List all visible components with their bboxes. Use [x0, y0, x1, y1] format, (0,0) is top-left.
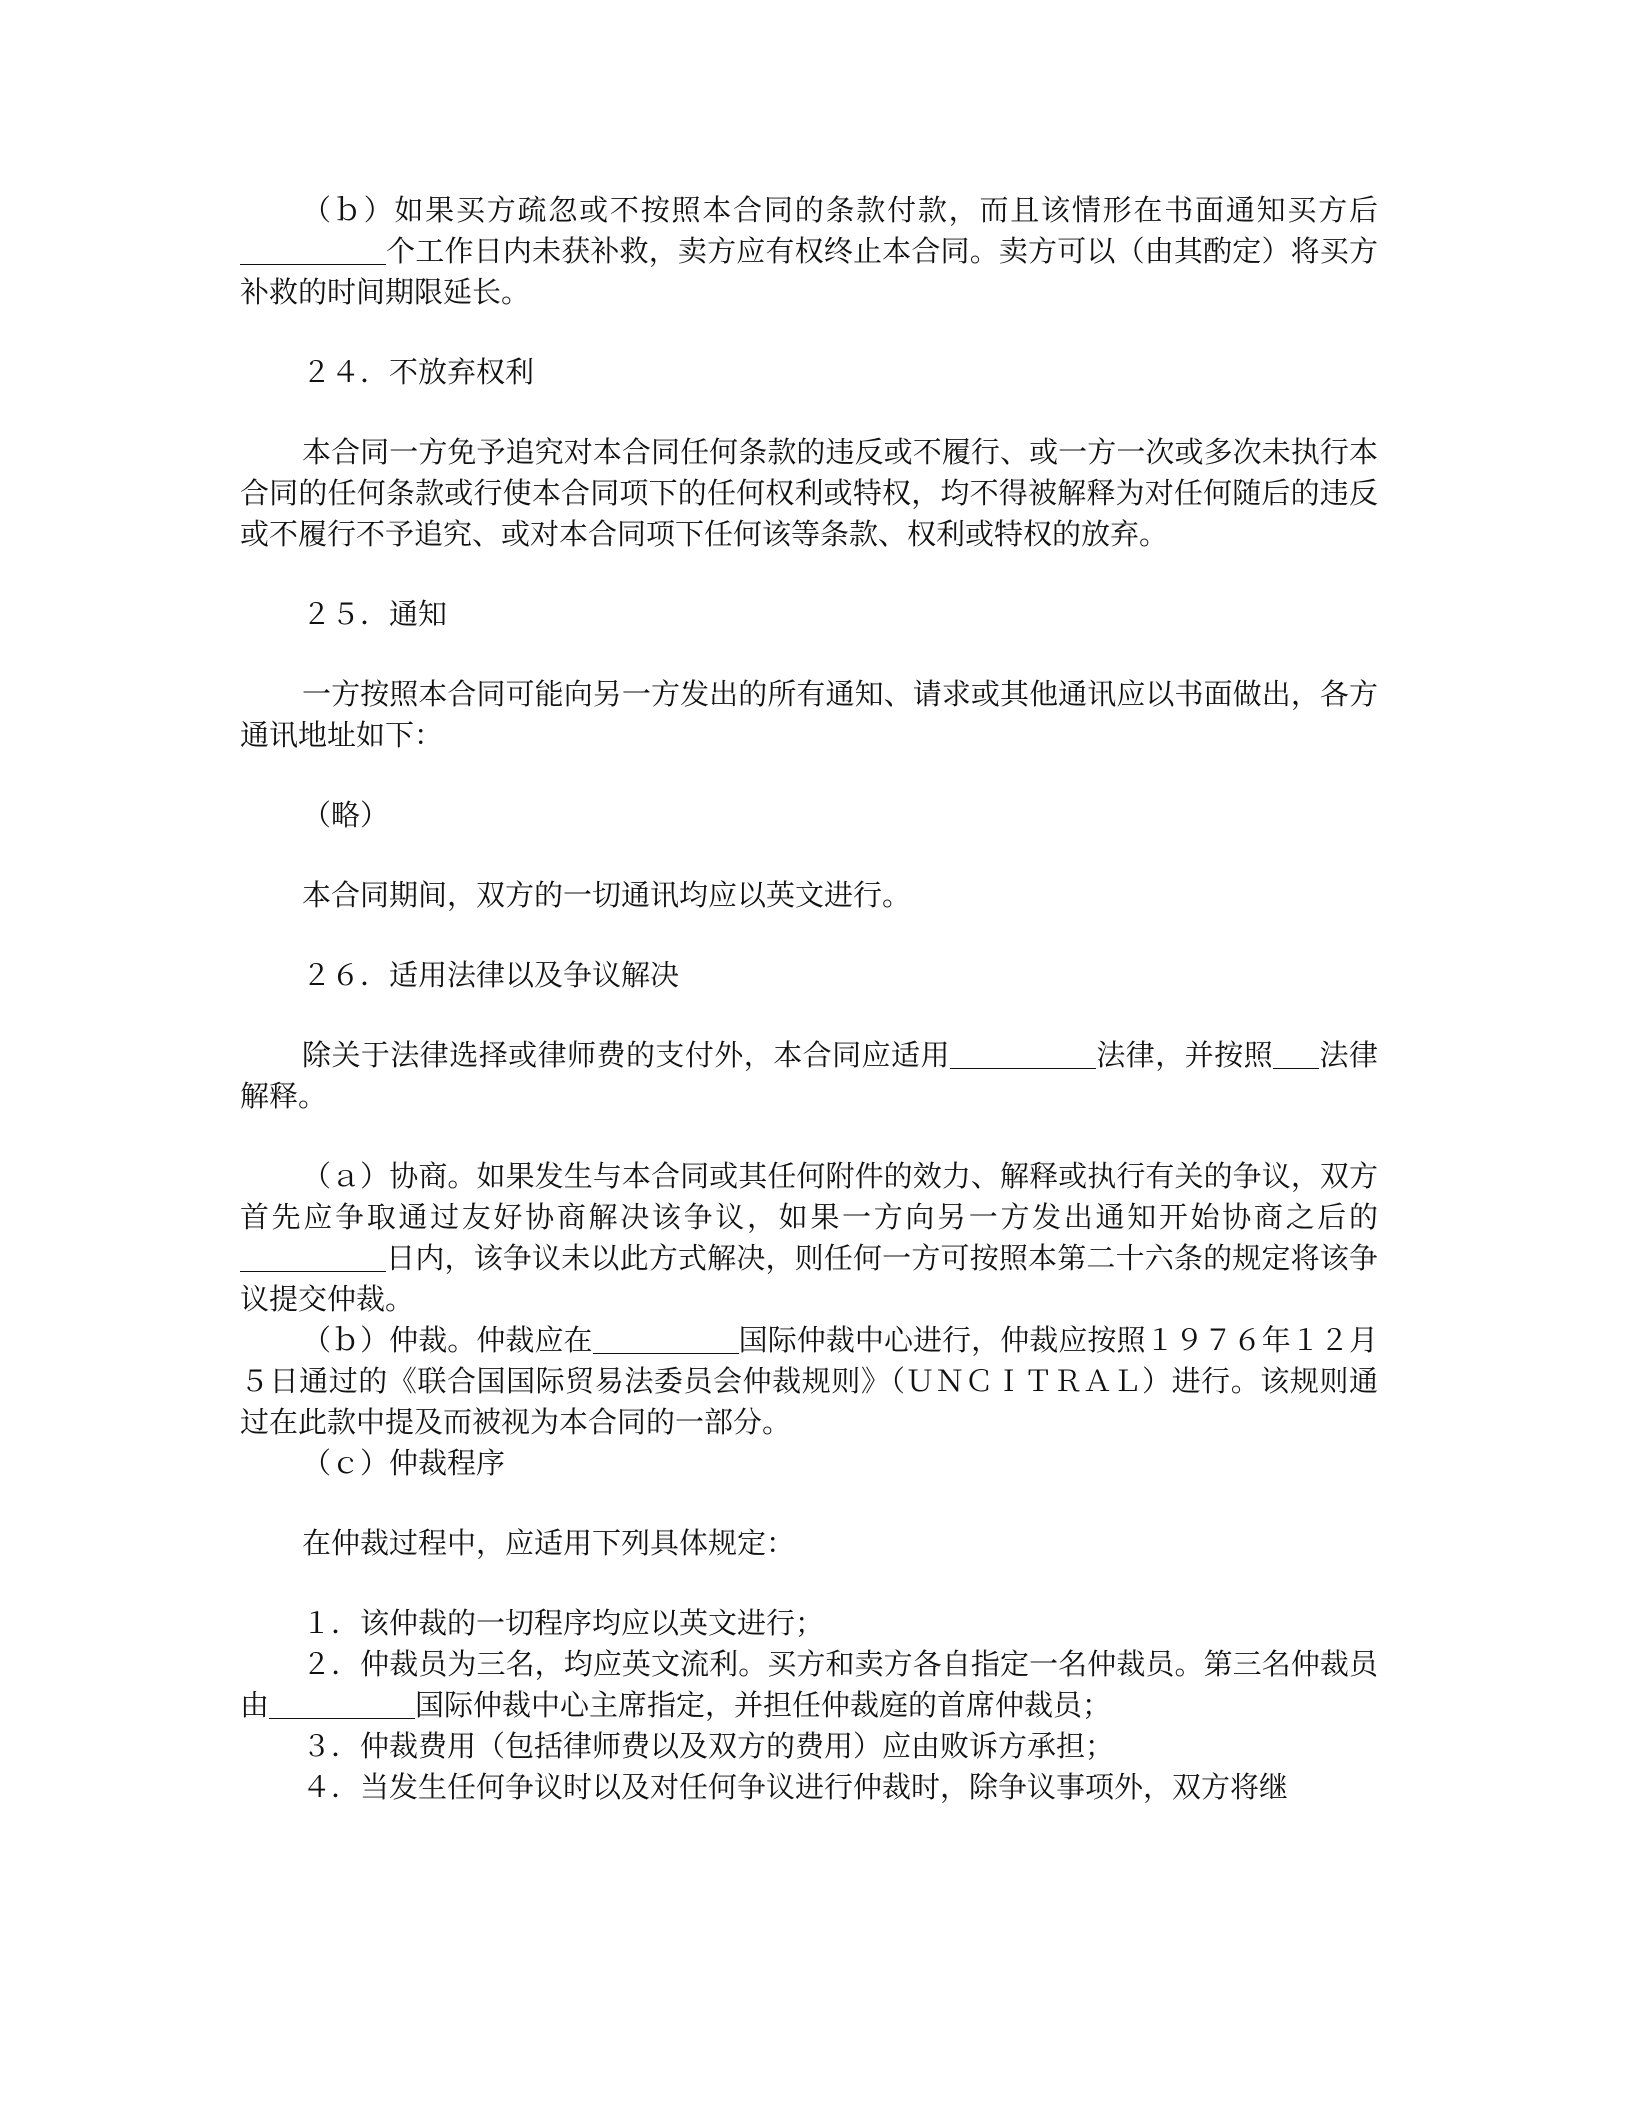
paragraph-26b-arbitration — [240, 1320, 1378, 1443]
blank-line — [950, 1038, 1096, 1069]
document-page — [240, 190, 1378, 1808]
paragraph-26a-text-pre: （ａ）协商。如果发生与本合同或其任何附件的效力、解释或执行有关的争议，双方首先应争取通过友好协商解决该争议，如果一方向另一方发出通知开始协商之后的 — [240, 1159, 1378, 1234]
paragraph-26-governing-law — [240, 1035, 1378, 1117]
blank-line — [593, 1323, 739, 1354]
paragraph-25-english: 本合同期间，双方的一切通讯均应以英文进行。 — [302, 878, 912, 912]
arbitration-rule-4: ４．当发生任何争议时以及对任何争议进行仲裁时，除争议事项外，双方将继 — [302, 1770, 1289, 1804]
paragraph-26c-intro: 在仲裁过程中，应适用下列具体规定： — [302, 1526, 796, 1560]
paragraph-25-notices: 一方按照本合同可能向另一方发出的所有通知、请求或其他通讯应以书面做出，各方通讯地址如下： — [240, 677, 1378, 752]
paragraph-24-waiver: 本合同一方免予追究对本合同任何条款的违反或不履行、或一方一次或多次未执行本合同的任何条款或行使本合同项下的任何权利或特权，均不得被解释为对任何随后的违反或不履行不予追究、或对本合同项下任何该等条款、权利或特权的放弃。 — [240, 435, 1378, 551]
paragraph-26-text-pre: 除关于法律选择或律师费的支付外，本合同应适用 — [302, 1038, 950, 1072]
paragraph-26-text-post: 法律解释。 — [240, 1038, 1378, 1113]
paragraph-26-text-mid: 法律，并按照 — [1095, 1038, 1274, 1072]
paragraph-b-text-pre: （ｂ）如果买方疏忽或不按照本合同的条款付款，而且该情形在书面通知买方后 — [302, 193, 1378, 227]
blank-line — [240, 234, 386, 265]
section-heading-24: ２４．不放弃权利 — [302, 355, 535, 389]
arbitration-rule-3: ３．仲裁费用（包括律师费以及双方的费用）应由败诉方承担； — [302, 1729, 1115, 1763]
arbitration-rule-1: １．该仲裁的一切程序均应以英文进行； — [302, 1606, 825, 1640]
paragraph-b-termination — [240, 190, 1378, 313]
omitted-note: （略） — [302, 798, 390, 832]
paragraph-26a-text-post: 日内，该争议未以此方式解决，则任何一方可按照本第二十六条的规定将该争议提交仲裁。 — [240, 1241, 1378, 1316]
rule-2-text-post: 国际仲裁中心主席指定，并担任仲裁庭的首席仲裁员； — [415, 1688, 1112, 1722]
paragraph-b-text-post: 个工作日内未获补救，卖方应有权终止本合同。卖方可以（由其酌定）将买方补救的时间期限延长。 — [240, 234, 1378, 309]
blank-line — [269, 1688, 415, 1719]
paragraph-26b-text-pre: （ｂ）仲裁。仲裁应在 — [302, 1323, 593, 1357]
arbitration-rule-2 — [240, 1644, 1378, 1726]
blank-line — [240, 1241, 386, 1272]
paragraph-26a-consultation — [240, 1156, 1378, 1320]
section-heading-25: ２５．通知 — [302, 597, 448, 631]
paragraph-26c-heading: （ｃ）仲裁程序 — [302, 1446, 506, 1480]
paragraph-26b-text-post: 国际仲裁中心进行，仲裁应按照１９７６年１２月５日通过的《联合国国际贸易法委员会仲裁规则》（ＵＮＣＩＴＲＡＬ）进行。该规则通过在此款中提及而被视为本合同的一部分。 — [240, 1323, 1378, 1439]
rule-2-text-pre: ２．仲裁员为三名，均应英文流利。买方和卖方各自指定一名仲裁员。第三名仲裁员由 — [240, 1647, 1378, 1722]
section-heading-26: ２６．适用法律以及争议解决 — [302, 958, 680, 992]
blank-line — [1273, 1038, 1319, 1069]
